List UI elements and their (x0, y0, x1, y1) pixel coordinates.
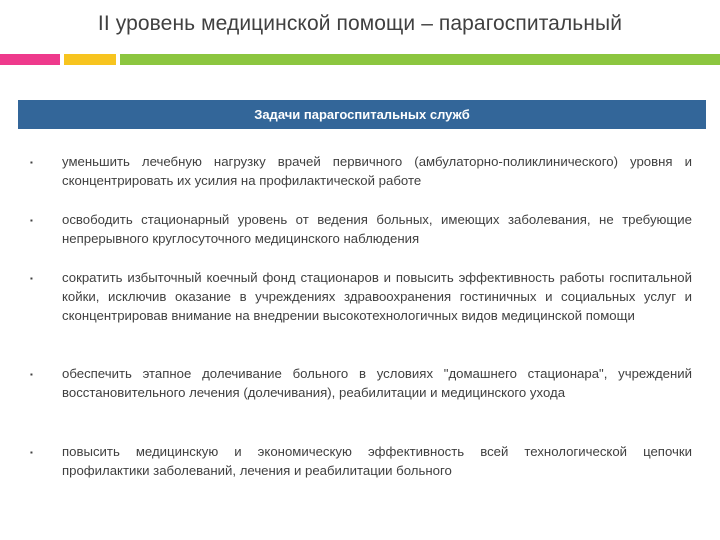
task-text: уменьшить лечебную нагрузку врачей первичного (амбулаторно-поликлинического) уровня и сконцентрировать их усилия на профилактической работе (62, 154, 692, 188)
task-text: обеспечить этапное долечивание больного в условиях "домашнего стационара", учреждений восстановительного лечения (долечивания), реабилитации и медицинского ухода (62, 366, 692, 400)
task-item (30, 152, 692, 190)
task-item (30, 268, 692, 325)
task-text: повысить медицинскую и экономическую эффективность всей технологической цепочки профилактики заболеваний, лечения и реабилитации больного (62, 444, 692, 478)
square-bullet-icon: ▪ (30, 448, 33, 457)
task-item (30, 210, 692, 248)
tasks-header-label: Задачи парагоспитальных служб (254, 107, 470, 122)
square-bullet-icon: ▪ (30, 216, 33, 225)
color-bar-pink-segment (0, 54, 60, 65)
color-bar-yellow-segment (64, 54, 116, 65)
decorative-color-bar (0, 54, 720, 65)
color-bar-green-segment (120, 54, 720, 65)
task-text: сократить избыточный коечный фонд стационаров и повысить эффективность работы госпитальной койки, исключив оказание в учреждениях здравоохранения гостиничных и социальных услуг и сконцентрировав внимание на внедрении высокотехнологичных видов медицинской помощи (62, 270, 692, 323)
task-item (30, 442, 692, 480)
square-bullet-icon: ▪ (30, 274, 33, 283)
tasks-header (18, 100, 706, 129)
task-item (30, 364, 692, 402)
square-bullet-icon: ▪ (30, 158, 33, 167)
task-text: освободить стационарный уровень от ведения больных, имеющих заболевания, не требующие непрерывного круглосуточного медицинского наблюдения (62, 212, 692, 246)
slide-title: II уровень медицинской помощи – парагоспитальный (97, 12, 623, 35)
square-bullet-icon: ▪ (30, 370, 33, 379)
